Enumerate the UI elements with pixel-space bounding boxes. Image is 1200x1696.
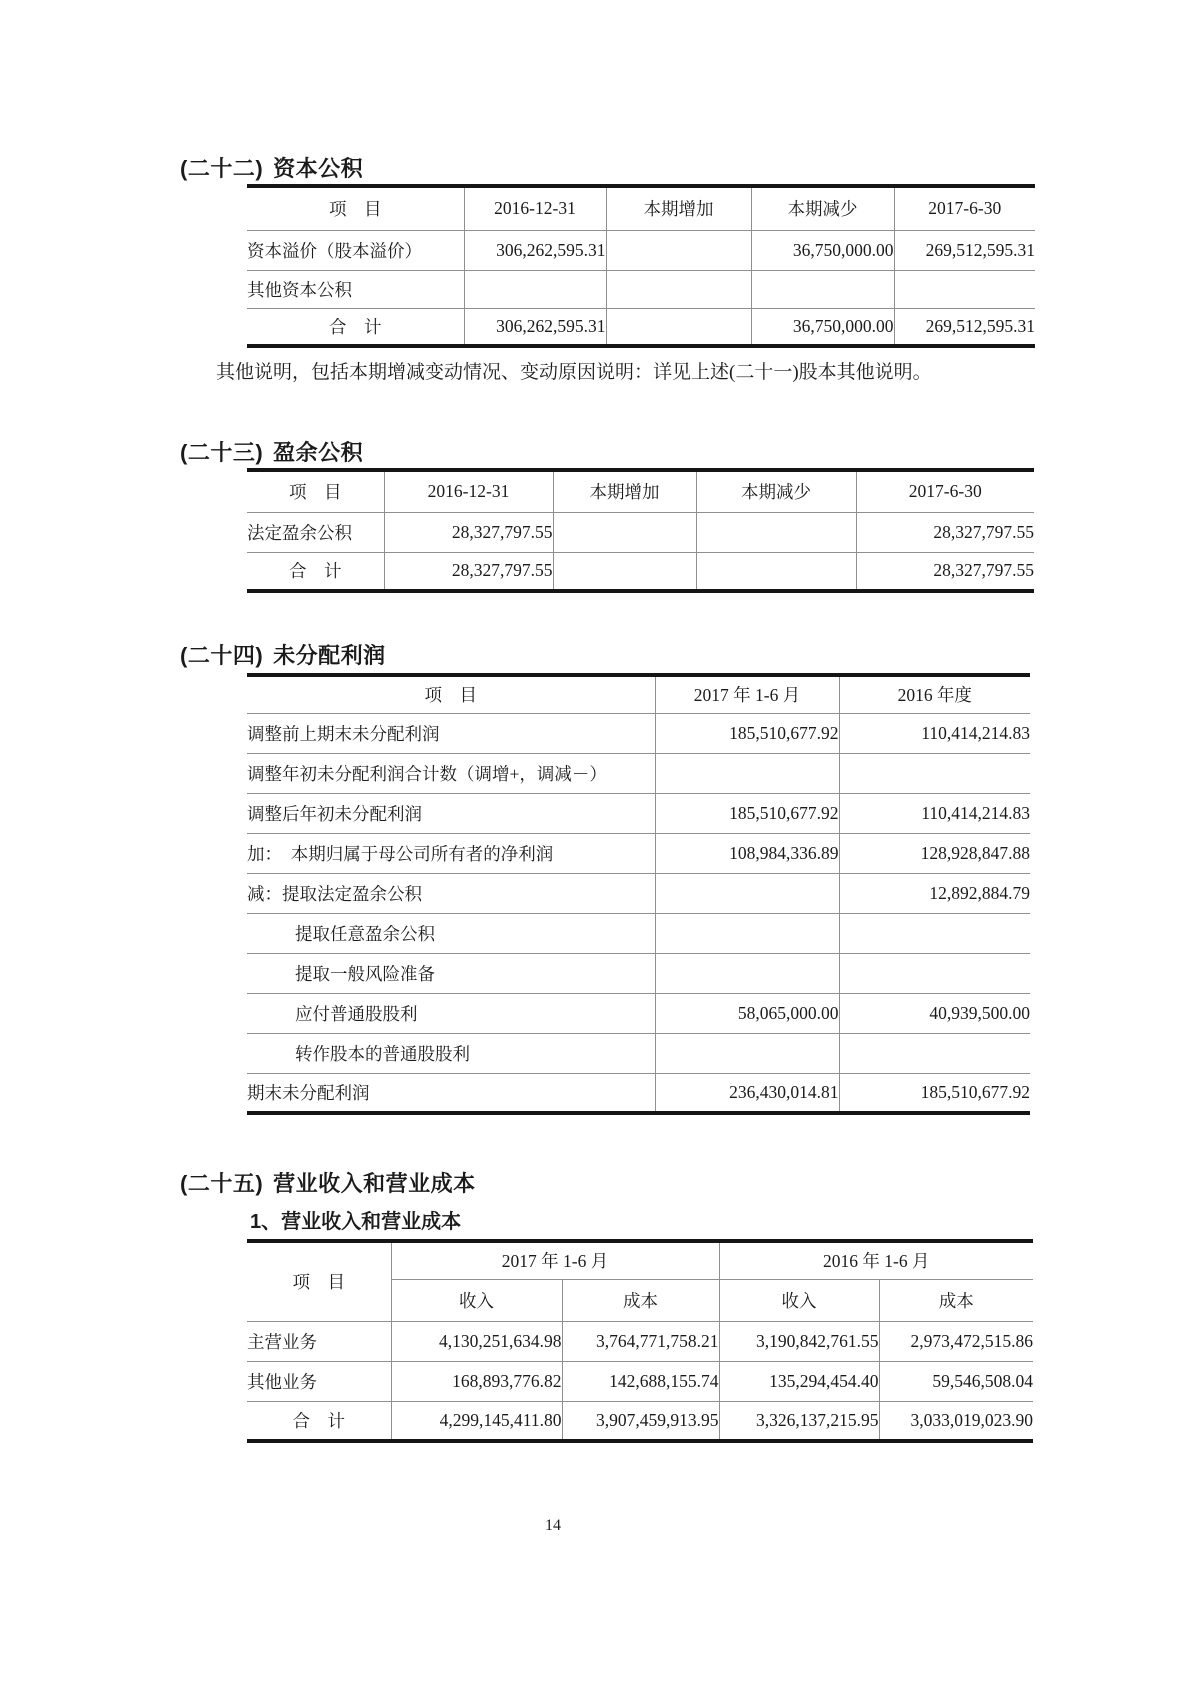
cell-value bbox=[839, 753, 1030, 793]
table-row bbox=[247, 230, 1035, 270]
cell-value: 108,984,336.89 bbox=[655, 833, 839, 873]
row-label: 减：提取法定盈余公积 bbox=[247, 873, 655, 913]
table-header-row bbox=[247, 470, 1034, 512]
cell-value: 135,294,454.40 bbox=[719, 1361, 879, 1401]
row-label: 调整年初未分配利润合计数（调增+，调减－） bbox=[247, 753, 655, 793]
subheader-revenue-2017: 收入 bbox=[391, 1279, 562, 1321]
cell-value: 168,893,776.82 bbox=[391, 1361, 562, 1401]
row-label: 期末未分配利润 bbox=[247, 1073, 655, 1113]
cell-value: 36,750,000.00 bbox=[751, 230, 894, 270]
cell-value bbox=[839, 1033, 1030, 1073]
subheader-cost-2017: 成本 bbox=[562, 1279, 719, 1321]
cell-value bbox=[655, 873, 839, 913]
table-row bbox=[247, 1361, 1033, 1401]
cell-value: 142,688,155.74 bbox=[562, 1361, 719, 1401]
table-row bbox=[247, 1321, 1033, 1361]
table-row bbox=[247, 512, 1034, 552]
cell-value: 28,327,797.55 bbox=[933, 560, 1034, 581]
cell-value: 2,973,472,515.86 bbox=[879, 1321, 1033, 1361]
col-header-2016-year: 2016 年度 bbox=[839, 675, 1030, 713]
cell-value bbox=[655, 1033, 839, 1073]
table-row bbox=[247, 753, 1030, 793]
table-row bbox=[247, 953, 1030, 993]
section-heading-capital-reserve bbox=[180, 156, 1200, 182]
section-heading-surplus-reserve bbox=[180, 440, 1200, 466]
cell-value: 269,512,595.31 bbox=[925, 315, 1035, 336]
table-total-row bbox=[247, 1401, 1033, 1441]
row-label: 提取任意盈余公积 bbox=[247, 913, 655, 953]
table-total-row bbox=[247, 552, 1034, 591]
section-number: (二十五) bbox=[180, 1171, 264, 1196]
page-number: 14 bbox=[545, 1517, 561, 1534]
col-header-2016-12-31: 2016-12-31 bbox=[384, 470, 553, 512]
cell-value bbox=[839, 913, 1030, 953]
cell-value: 40,939,500.00 bbox=[839, 993, 1030, 1033]
subheader-revenue-2016: 收入 bbox=[719, 1279, 879, 1321]
cell-value: 28,327,797.55 bbox=[856, 512, 1034, 552]
cell-value: 128,928,847.88 bbox=[839, 833, 1030, 873]
row-label: 主营业务 bbox=[247, 1321, 391, 1361]
cell-value: 185,510,677.92 bbox=[655, 713, 839, 753]
cell-value bbox=[606, 308, 751, 346]
row-label: 法定盈余公积 bbox=[247, 512, 384, 552]
section-title: 未分配利润 bbox=[273, 643, 386, 668]
group-header-2017-h1: 2017 年 1-6 月 bbox=[391, 1241, 719, 1279]
col-header-period-decrease: 本期减少 bbox=[751, 186, 894, 230]
row-label-total: 合 计 bbox=[247, 308, 464, 346]
section-title: 营业收入和营业成本 bbox=[273, 1171, 476, 1196]
col-header-2017-6-30: 2017-6-30 bbox=[894, 186, 1035, 230]
cell-value bbox=[606, 270, 751, 308]
table-row bbox=[247, 913, 1030, 953]
cell-value bbox=[894, 270, 1035, 308]
capital-reserve-table bbox=[247, 184, 1035, 348]
col-header-item: 项 目 bbox=[247, 186, 464, 230]
table-header-row bbox=[247, 186, 1035, 230]
cell-value bbox=[751, 270, 894, 308]
row-label: 加： 本期归属于母公司所有者的净利润 bbox=[247, 833, 655, 873]
cell-value: 269,512,595.31 bbox=[894, 230, 1035, 270]
table-row bbox=[247, 713, 1030, 753]
table-total-row bbox=[247, 308, 1035, 346]
row-label: 提取一般风险准备 bbox=[247, 953, 655, 993]
table-row bbox=[247, 993, 1030, 1033]
cell-value: 110,414,214.83 bbox=[839, 713, 1030, 753]
cell-value: 3,033,019,023.90 bbox=[910, 1409, 1033, 1430]
row-label: 应付普通股股利 bbox=[247, 993, 655, 1033]
cell-value: 28,327,797.55 bbox=[384, 552, 553, 591]
section-number: (二十四) bbox=[180, 643, 264, 668]
cell-value: 110,414,214.83 bbox=[839, 793, 1030, 833]
revenue-cost-table bbox=[247, 1239, 1033, 1443]
table-row bbox=[247, 1033, 1030, 1073]
table-row bbox=[247, 833, 1030, 873]
undistributed-profit-table bbox=[247, 673, 1030, 1115]
section-title: 盈余公积 bbox=[273, 440, 364, 465]
cell-value: 59,546,508.04 bbox=[879, 1361, 1033, 1401]
group-header-2016-h1: 2016 年 1-6 月 bbox=[719, 1241, 1033, 1279]
cell-value: 58,065,000.00 bbox=[655, 993, 839, 1033]
section-number: (二十三) bbox=[180, 440, 264, 465]
cell-value bbox=[606, 230, 751, 270]
row-label: 其他业务 bbox=[247, 1361, 391, 1401]
table-total-row bbox=[247, 1073, 1030, 1113]
cell-value: 3,190,842,761.55 bbox=[719, 1321, 879, 1361]
cell-value: 28,327,797.55 bbox=[384, 512, 553, 552]
row-label: 资本溢价（股本溢价） bbox=[247, 230, 464, 270]
row-label-total: 合 计 bbox=[247, 552, 384, 591]
surplus-reserve-table bbox=[247, 468, 1034, 593]
col-header-item: 项 目 bbox=[247, 470, 384, 512]
table-row bbox=[247, 873, 1030, 913]
row-label: 调整后年初未分配利润 bbox=[247, 793, 655, 833]
cell-value bbox=[553, 512, 696, 552]
cell-value: 185,510,677.92 bbox=[655, 793, 839, 833]
col-header-2017-6-30: 2017-6-30 bbox=[856, 470, 1034, 512]
row-label: 调整前上期末未分配利润 bbox=[247, 713, 655, 753]
cell-value bbox=[553, 552, 696, 591]
table-row bbox=[247, 793, 1030, 833]
cell-value: 3,326,137,215.95 bbox=[719, 1401, 879, 1441]
cell-value: 236,430,014.81 bbox=[655, 1073, 839, 1113]
table-group-header-row bbox=[247, 1241, 1033, 1279]
cell-value bbox=[655, 753, 839, 793]
col-header-period-increase: 本期增加 bbox=[606, 186, 751, 230]
col-header-item: 项 目 bbox=[247, 1241, 391, 1321]
section-heading-revenue-cost bbox=[180, 1171, 1200, 1197]
cell-value: 306,262,595.31 bbox=[464, 230, 606, 270]
subsection-heading: 1、营业收入和营业成本 bbox=[250, 1211, 462, 1233]
col-header-2016-12-31: 2016-12-31 bbox=[464, 186, 606, 230]
row-label-total: 合 计 bbox=[247, 1401, 391, 1441]
table-header-row bbox=[247, 675, 1030, 713]
cell-value: 12,892,884.79 bbox=[839, 873, 1030, 913]
cell-value bbox=[839, 953, 1030, 993]
cell-value bbox=[655, 953, 839, 993]
cell-value bbox=[464, 270, 606, 308]
cell-value: 185,510,677.92 bbox=[920, 1081, 1030, 1102]
subheader-cost-2016: 成本 bbox=[879, 1279, 1033, 1321]
row-label: 转作股本的普通股股利 bbox=[247, 1033, 655, 1073]
cell-value bbox=[696, 552, 856, 591]
row-label: 其他资本公积 bbox=[247, 270, 464, 308]
col-header-period-increase: 本期增加 bbox=[553, 470, 696, 512]
section-heading-undistributed-profit bbox=[180, 643, 1200, 669]
col-header-item: 项 目 bbox=[247, 675, 655, 713]
cell-value bbox=[696, 512, 856, 552]
cell-value: 4,130,251,634.98 bbox=[391, 1321, 562, 1361]
cell-value: 306,262,595.31 bbox=[464, 308, 606, 346]
table-row bbox=[247, 270, 1035, 308]
cell-value: 3,907,459,913.95 bbox=[562, 1401, 719, 1441]
cell-value: 4,299,145,411.80 bbox=[391, 1401, 562, 1441]
cell-value: 3,764,771,758.21 bbox=[562, 1321, 719, 1361]
section-number: (二十二) bbox=[180, 156, 264, 181]
col-header-period-decrease: 本期减少 bbox=[696, 470, 856, 512]
col-header-2017-h1: 2017 年 1-6 月 bbox=[655, 675, 839, 713]
capital-reserve-note: 其他说明，包括本期增减变动情况、变动原因说明：详见上述(二十一)股本其他说明。 bbox=[216, 362, 932, 383]
section-title: 资本公积 bbox=[273, 156, 364, 181]
cell-value bbox=[655, 913, 839, 953]
cell-value: 36,750,000.00 bbox=[751, 308, 894, 346]
